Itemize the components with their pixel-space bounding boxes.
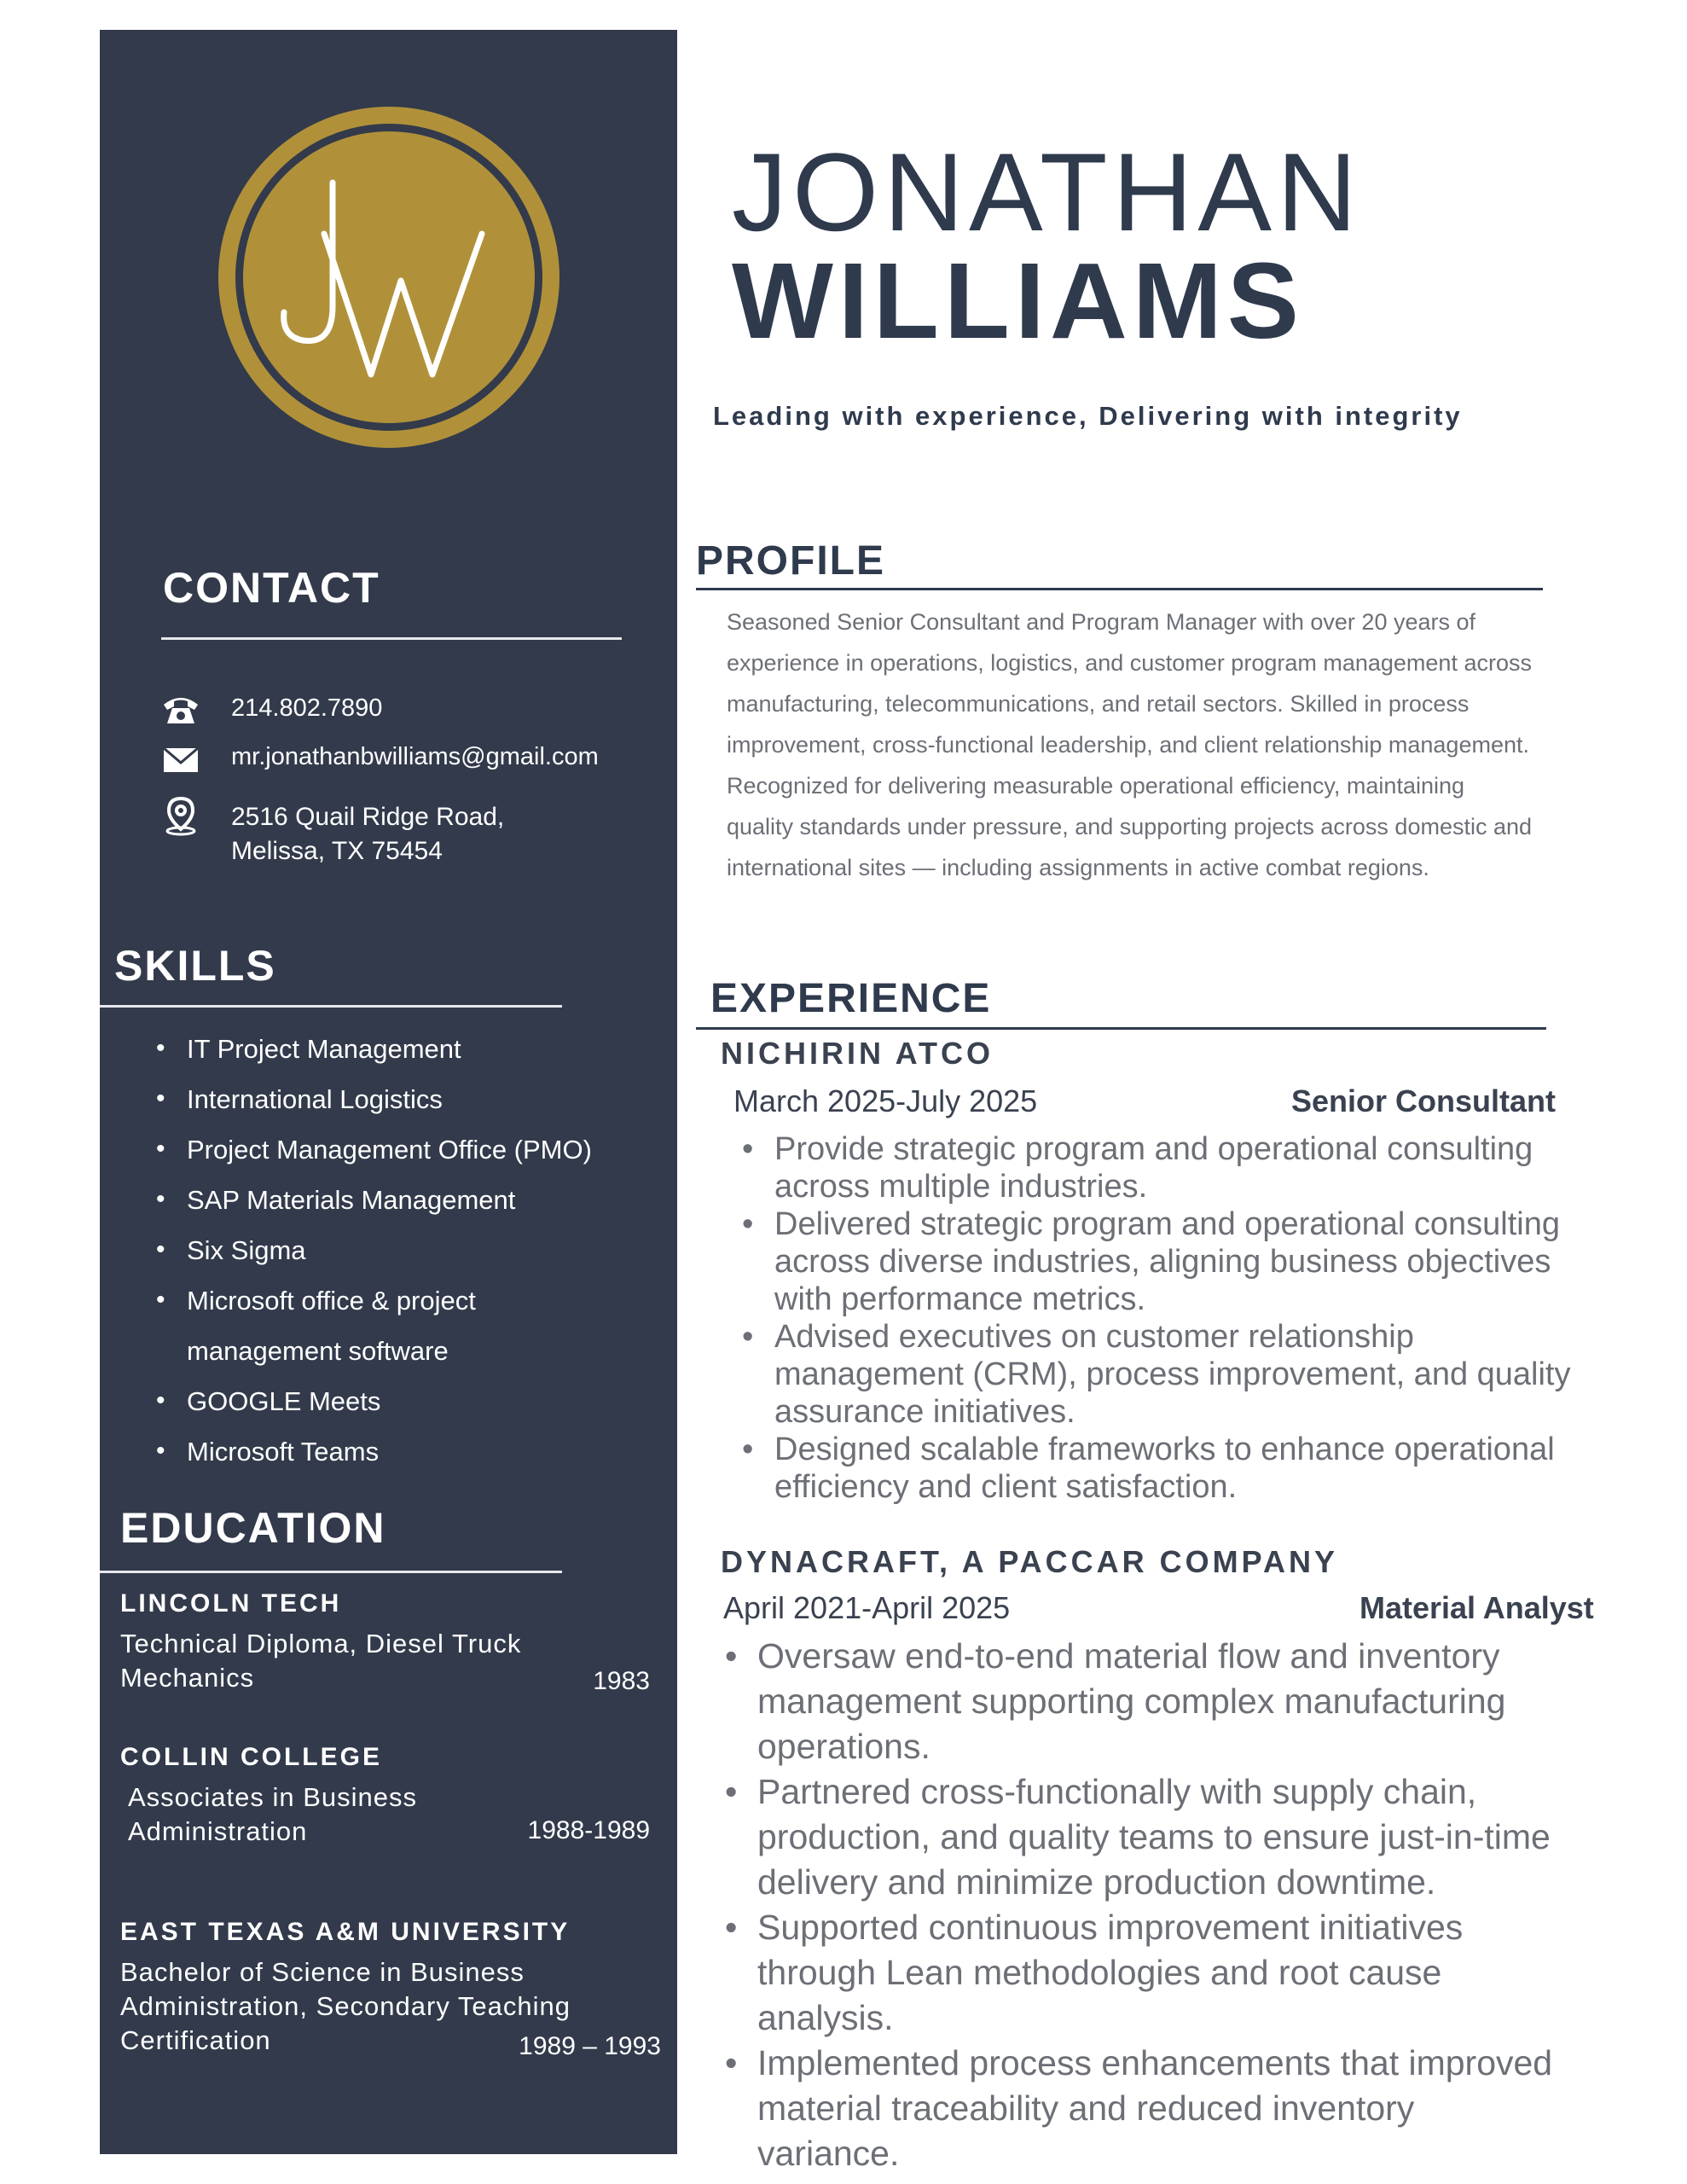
skill-item: • GOOGLE Meets <box>187 1386 380 1417</box>
degree-line: Associates in Business <box>128 1782 418 1812</box>
job-bullet: • Supported continuous improvement initiatives through Lean methodologies and root cause analysis. <box>757 1905 1559 2041</box>
contact-phone: 214.802.7890 <box>231 694 383 722</box>
skill-item: • IT Project Management <box>187 1034 461 1065</box>
job-bullet: • Advised executives on customer relationship management (CRM), process improvement, and quality assurance initiatives. <box>774 1318 1576 1431</box>
profile-summary: Seasoned Senior Consultant and Program Manager with over 20 years of experience in operations, logistics, and customer program management across manufacturing, telecommunications, and retail sectors. Skilled in process improvement, cross-functional leadership, and client relationship management. Recognized for delivering measurable operational efficiency, maintaining quality standards under pressure, and supporting projects across domestic and international sites — including assignments in active combat regions. <box>727 609 1533 880</box>
contact-address <box>231 800 504 868</box>
degree-line: Mechanics <box>120 1663 255 1693</box>
job-bullet: • Delivered strategic program and operational consulting across diverse industries, aligning business objectives with performance metrics. <box>774 1205 1576 1318</box>
job-bullet: • Partnered cross-functionally with supply chain, production, and quality teams to ensure just-in-time delivery and minimize production downtime. <box>757 1769 1559 1905</box>
job-company: DYNACRAFT, A PACCAR COMPANY <box>721 1544 1338 1579</box>
school-name: EAST TEXAS A&M UNIVERSITY <box>120 1918 571 1946</box>
location-pin-icon <box>160 795 201 836</box>
education-years: 1988-1989 <box>527 1816 650 1844</box>
skill-item-continuation: management software <box>187 1336 449 1366</box>
job-role: Material Analyst <box>1359 1590 1594 1625</box>
skill-item: • Microsoft office & project <box>187 1286 476 1316</box>
contact-email: mr.jonathanbwilliams@gmail.com <box>231 743 599 770</box>
tagline: Leading with experience, Delivering with integrity <box>713 401 1463 431</box>
skills-list <box>187 1034 630 1478</box>
address-line-2: Melissa, TX 75454 <box>231 837 443 865</box>
job-dates: March 2025-July 2025 <box>733 1083 1038 1118</box>
skill-item: • Six Sigma <box>187 1235 306 1266</box>
job-role: Senior Consultant <box>1291 1083 1557 1118</box>
experience-divider <box>696 1027 1546 1030</box>
contact-heading: CONTACT <box>163 564 380 612</box>
skill-item: • International Logistics <box>187 1084 443 1115</box>
job-bullets <box>757 1634 1559 2176</box>
education-divider <box>100 1571 562 1573</box>
address-line-1: 2516 Quail Ridge Road, <box>231 803 505 831</box>
experience-heading: EXPERIENCE <box>710 976 992 1021</box>
job-bullet: • Oversaw end-to-end material flow and inventory management supporting complex manufacturing operations. <box>757 1634 1559 1769</box>
degree-line: Certification <box>120 2025 271 2055</box>
mail-icon <box>160 739 201 780</box>
school-name: LINCOLN TECH <box>120 1589 342 1618</box>
skill-item: • Project Management Office (PMO) <box>187 1135 592 1165</box>
degree-line: Technical Diploma, Diesel Truck <box>120 1629 522 1658</box>
skills-divider <box>100 1005 562 1008</box>
skills-heading: SKILLS <box>114 942 276 990</box>
degree-line: Bachelor of Science in Business <box>120 1957 525 1987</box>
job-bullet: • Implemented process enhancements that improved material traceability and reduced inventory variance. <box>757 2041 1559 2176</box>
degree-line: Administration, Secondary Teaching <box>120 1991 571 2021</box>
contact-divider <box>161 637 622 640</box>
degree-line: Administration <box>128 1816 308 1846</box>
school-name: COLLIN COLLEGE <box>120 1743 382 1771</box>
job-bullet: • Provide strategic program and operational consulting across multiple industries. <box>774 1130 1576 1205</box>
job-company: NICHIRIN ATCO <box>721 1036 994 1071</box>
education-years: 1983 <box>593 1667 650 1695</box>
phone-icon <box>160 689 201 730</box>
education-years: 1989 – 1993 <box>519 2032 661 2060</box>
job-bullet: • Designed scalable frameworks to enhance operational efficiency and client satisfaction. <box>774 1431 1576 1506</box>
skill-item: • Microsoft Teams <box>187 1437 379 1467</box>
first-name: JONATHAN <box>732 130 1362 254</box>
jw-monogram-icon <box>243 131 535 423</box>
profile-divider <box>696 588 1543 590</box>
job-dates: April 2021-April 2025 <box>723 1590 1011 1625</box>
education-heading: EDUCATION <box>120 1504 386 1552</box>
skill-item: • SAP Materials Management <box>187 1185 515 1216</box>
last-name: WILLIAMS <box>732 241 1304 361</box>
profile-heading: PROFILE <box>696 538 886 584</box>
job-bullets <box>774 1130 1576 1506</box>
